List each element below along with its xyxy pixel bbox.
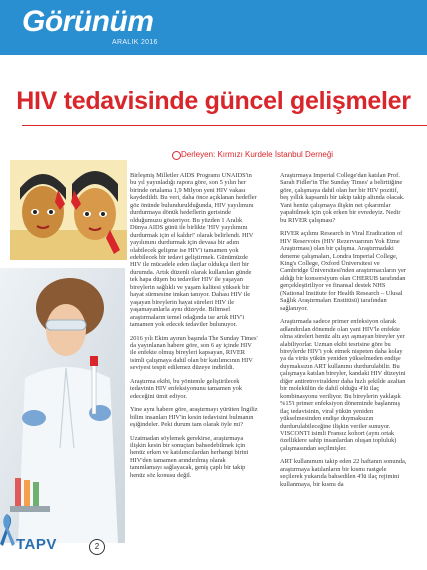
paragraph: RIVER açılımı Research in Viral Eradication of HIV Reservoirs (HIV Rezervuarının Yok Etme Araştırması) olan bir çalışma. Araştırmadaki deneme çalışmaları, Londra Imperial College, King's College, Oxford Üniversitesi ve Cambridge Üniversitesi'nden araştırmacıların yer aldığı bir konsorsiyum olan CHERUB tarafından gerçekleştiriliyor ve finansal destek NHS (National Institute for Health Research – Ulusal Sağlık Araştırmaları Enstitüsü) tarafından sağlanıyor. <box>280 230 406 312</box>
author-bullet-icon <box>172 151 181 160</box>
paragraph: Araştırma ekibi, bu yöntemle geliştirilecek tedavinin HIV enfeksiyonunu tamamen yok edeceğini ümit ediyor. <box>130 377 243 400</box>
magazine-header <box>0 0 427 55</box>
magazine-brand: Görünüm <box>22 5 154 38</box>
paragraph: ART kullanımını takip eden 22 haftanın sonunda, araştırmaya katılanların bir kısmı rastgele seçilerek yukarıda bahsedilen 4'lü ilaç rejimini kullanmaya, bir kısmı da <box>280 458 407 488</box>
paragraph: Yine aynı habere göre, araştırmayı yürüten İngiliz bilim insanları HIV'in kesin tedavisini bulmanın eşiğindeler. Peki durum tam olarak öyle mi? <box>130 406 258 429</box>
lab-photo-image <box>0 268 125 543</box>
issue-date: ARALIK 2016 <box>112 39 158 46</box>
illustration-image <box>10 160 127 260</box>
page-number: 2 <box>89 539 105 555</box>
title-divider <box>22 125 427 126</box>
ribbon-icon <box>0 510 15 550</box>
article-title: HIV tedavisinde güncel gelişmeler <box>16 87 411 115</box>
paragraph: Birleşmiş Milletler AIDS Programı UNAIDS'in bu yıl yayınladığı rapora göre, son 5 yılın her birinde ortalama 1,9 Milyon yeni HIV vakası kaydedildi. Bu veri, daha önce açıklanan hedefler göz önünde bulundurulduğunda, HIV yayılımını durdurmaya dönük hedeflerin gerisinde olduğumuzu gösteriyor. Bu yüzden 1 Aralık Dünya AIDS günü ile birlikte 'HIV yayılımını durdurmak için el kaldır!' olarak belirlendi. HIV yayılımını durdurmak için devasa bir adım olabilecek gelişme ise HIV'i tamamen yok edebilecek bir tedavi geliştirmek. Günümüzde HIV ile mücadele eden ilaçlar oldukça ileri bir durumda. Artık düzenli olarak kullanılan günde tek hapa düşen bu tedaviler HIV ile yaşayan bireylerin sağlıklı ve yaşam kalitesi yüksek bir hayat sürmesine imkan tanıyor. Dahası HIV ile yaşayan bireylerin hayat süreleri HIV ile yaşamayanlarla aynı düzeyde. Bilimsel araştırmaların temel odağında ise artık HIV'i tamamen yok edecek tedaviler bulunuyor. <box>130 172 257 329</box>
tapv-logo: TAPV <box>16 536 57 553</box>
article-author: Derleyen: Kırmızı Kurdele İstanbul Derneği <box>181 150 334 159</box>
paragraph: Uzatmadan söylemek gerekirse, araştırmaya ilişkin kesin bir sonuçtan bahsedebilmek için henüz erken ve katılımcılardan herhangi birini HIV'den tamamen arındırılmış olarak tanımlamayı sağlayacak, geniş çaplı bir takip henüz söz konusu değil. <box>130 434 249 479</box>
paragraph: Araştırmaya Imperial College'dan katılan Prof. Sarah Fidler'in The Sunday Times' a belirttiğine göre, çalışmaya dahil olan her bir HIV pozitif, beş yıllık kapsamlı bir takip takip altında olacak. Yani henüz çalışmaya ilişkin net çıkarımlar yapabilmek için çok erken bir evredeyiz. Nedir bu RIVER çalışması? <box>280 172 405 224</box>
article-column-left <box>130 172 258 485</box>
article-column-right <box>280 172 408 494</box>
paragraph: 2016 yılı Ekim ayının başında The Sunday Times' da yayınlanan habere göre, son 6 ay içinde HIV ile enfekte olmuş bireyleri kapsayan, RIVER isimli çalışmaya dahil olan bir katılımcının HIV seviyesi tespit edilemez düzeye indirildi. <box>130 334 258 372</box>
paragraph: Araştırmada sadece primer enfeksiyon olarak adlandırılan dönemde olan yani HIV'le enfekte olma süreleri henüz altı ayı aşmayan bireyler yer alabiliyorlar. Uzman ekibi tesrisine göre bu bireylerde HIV'i yok etmek nispeten daha kolay ya da virüs yükün yeniden yükselmeden endişe duymaksızın ART kullanımı durdurulabilir. Bu çalışmaya katılan bireyler, kandaki HIV düzeyini diğer antiretroviraldenr daha hızlı şekilde azaltan bir molekülün de dahil olduğu 4'lü ilaç kombinasyonu veriliyor. Bu bireylerin yaklaşık %15'i primer enfeksiyon döneminde başlanmış ilaç tedavisinin, viral yükün yeniden yükselmesinden endişe duymaksızın durdurulabileceğine ilişkin veriler sunuyor. VISCONTI isimli Fransız kohort (aynı ortak özelliklere sahip insanlardan oluşan topluluk) çalışmasından seçilmişler. <box>280 318 406 452</box>
